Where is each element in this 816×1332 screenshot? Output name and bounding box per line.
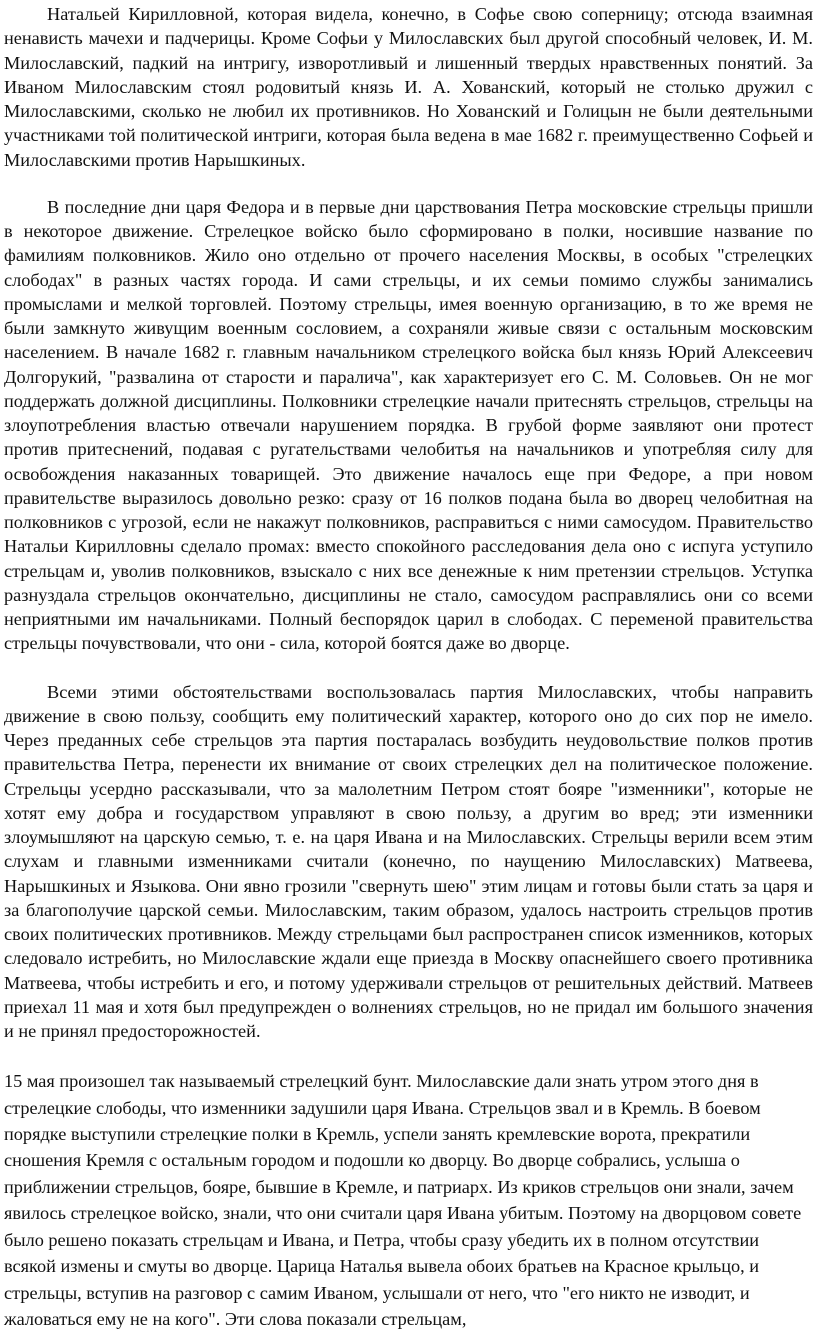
paragraph-3: Всеми этими обстоятельствами воспользовалась партия Милославских, чтобы направить движение в свою пользу, сообщить ему политический характер, которого оно до сих пор не имело. Через преданных себе стрельцов эта партия постаралась возбудить неудовольствие полков против правительства Петра, перенести их внимание от своих стрелецких дел на политическое положение. Стрельцы усердно рассказывали, что за малолетним Петром стоят бояре "изменники", которые не хотят ему добра и государством управляют в свою пользу, а другим во вред; эти изменники злоумышляют на царскую семью, т. е. на царя Ивана и на Милославских. Стрельцы верили всем этим слухам и главными изменниками считали (конечно, по наущению Милославских) Матвеева, Нарышкиных и Языкова. Они явно грозили "свернуть шею" этим лицам и готовы были стать за царя и за благополучие царской семьи. Милославским, таким образом, удалось настроить стрельцов против своих политических противников. Между стрельцами был распространен список изменников, которых следовало истребить, но Милославские ждали еще приезда в Москву опаснейшего своего противника Матвеева, чтобы истребить и его, и потому удерживали стрельцов от решительных действий. Матвеев приехал 11 мая и хотя был предупрежден о волнениях стрельцов, но не придал им большого значения и не принял предосторожностей. — [4, 681, 813, 1041]
paragraph-2: В последние дни царя Федора и в первые дни царствования Петра московские стрельцы пришли в некоторое движение. Стрелецкое войско было сформировано в полки, носившие название по фамилиям полковников. Жило оно отдельно от прочего населения Москвы, в особых "стрелецких слободах" в разных частях города. И сами стрельцы, и их семьи помимо службы занимались промыслами и мелкой торговлей. Поэтому стрельцы, имея военную организацию, в то же время не были замкнуто живущим военным сословием, а сохраняли живые связи с остальным московским населением. В начале 1682 г. главным начальником стрелецкого войска был князь Юрий Алексеевич Долгорукий, "развалина от старости и паралича", как характеризует его С. М. Соловьев. Он не мог поддержать должной дисциплины. Полковники стрелецкие начали притеснять стрельцов, стрельцы на злоупотребления властью отвечали нарушением порядка. В грубой форме заявляют они протест против притеснений, подавая с ругательствами челобитья на начальников и употребляя силу для освобождения наказанных товарищей. Это движение началось еще при Федоре, а при новом правительстве выразилось довольно резко: сразу от 16 полков подана была во дворец челобитная на полковников с угрозой, если не накажут полковников, расправиться с ними самосудом. Правительство Натальи Кирилловны сделало промах: вместо спокойного расследования дела оно с испуга уступило стрельцам и, уволив полковников, взыскало с них все денежные к ним претензии стрельцов. Уступка разнуздала стрельцов окончательно, дисциплины не стало, самосудом расправлялись они со всеми неприятными им начальниками. Полный беспорядок царил в слободах. С переменой правительства стрельцы почувствовали, что они - сила, которой боятся даже во дворце. — [4, 196, 813, 654]
paragraph-1: Натальей Кирилловной, которая видела, конечно, в Софье свою соперницу; отсюда взаимная ненависть мачехи и падчерицы. Кроме Софьи у Милославских был другой способный человек, И. М. Милославский, падкий на интригу, изворотливый и лишенный твердых нравственных понятий. За Иваном Милославским стоял родовитый князь И. А. Хованский, который не столько дружил с Милославскими, сколько не любил их противников. Но Хованский и Голицын не были деятельными участниками той политической интриги, которая была ведена в мае 1682 г. преимущественно Софьей и Милославскими против Нарышкиных. — [4, 4, 813, 170]
paragraph-4: 15 мая произошел так называемый стрелецкий бунт. Милославские дали знать утром этого дня в стрелецкие слободы, что изменники задушили царя Ивана. Стрельцов звал и в Кремль. В боевом порядке выступили стрелецкие полки в Кремль, успели занять кремлевские ворота, прекратили сношения Кремля с остальным городом и подошли ко дворцу. Во дворце собрались, услыша о приближении стрельцов, бояре, бывшие в Кремле, и патриарх. Из криков стрельцов они знали, зачем явилось стрелецкое войско, знали, что они считали царя Ивана убитым. Поэтому на дворцовом совете было решено показать стрельцам и Ивана, и Петра, чтобы сразу убедить их в полном отсутствии всякой измены и смуты во дворце. Царица Наталья вывела обоих братьев на Красное крыльцо, и стрельцы, вступив на разговор с самим Иваном, услышали от него, что "его никто не изводит, и жаловаться ему не на кого". Эти слова показали стрельцам, — [4, 1071, 802, 1329]
